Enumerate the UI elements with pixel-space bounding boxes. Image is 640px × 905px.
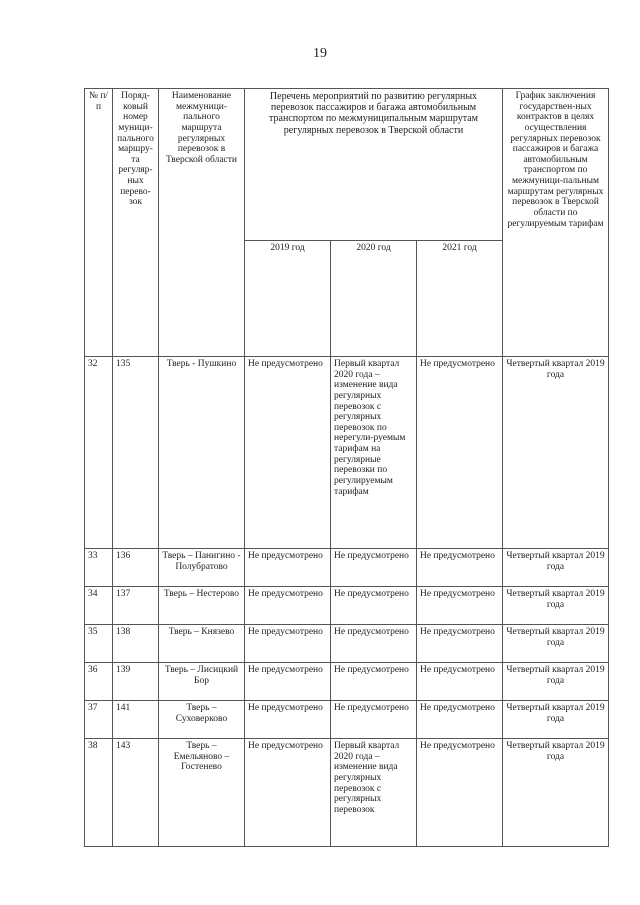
header-row-1 [85, 89, 609, 241]
header-year-2021: 2021 год [417, 241, 503, 357]
row-num: 36 [85, 663, 113, 701]
row-2021: Не предусмотрено [417, 549, 503, 587]
row-2021: Не предусмотрено [417, 739, 503, 847]
row-2020: Не предусмотрено [331, 587, 417, 625]
row-route-number: 137 [113, 587, 159, 625]
row-route-number: 135 [113, 357, 159, 549]
row-2021: Не предусмотрено [417, 357, 503, 549]
row-2021: Не предусмотрено [417, 701, 503, 739]
header-year-2019: 2019 год [245, 241, 331, 357]
row-2020: Не предусмотрено [331, 701, 417, 739]
table-row [85, 663, 609, 701]
row-num: 38 [85, 739, 113, 847]
row-2021: Не предусмотрено [417, 587, 503, 625]
row-route-name: Тверь – Нестерово [159, 587, 245, 625]
row-num: 37 [85, 701, 113, 739]
row-route-name: Тверь – Князево [159, 625, 245, 663]
table-row [85, 357, 609, 549]
row-2019: Не предусмотрено [245, 739, 331, 847]
row-schedule: Четвертый квартал 2019 года [503, 357, 609, 549]
table-row [85, 739, 609, 847]
row-schedule: Четвертый квартал 2019 года [503, 549, 609, 587]
row-route-number: 141 [113, 701, 159, 739]
row-route-number: 139 [113, 663, 159, 701]
row-schedule: Четвертый квартал 2019 года [503, 663, 609, 701]
page-number: 19 [313, 46, 327, 61]
row-2021: Не предусмотрено [417, 625, 503, 663]
row-num: 35 [85, 625, 113, 663]
header-route-name: Наименование межмуници-пального маршрута регулярных перевозок в Тверской области [159, 89, 245, 357]
row-2020: Не предусмотрено [331, 663, 417, 701]
row-2019: Не предусмотрено [245, 357, 331, 549]
row-num: 32 [85, 357, 113, 549]
table-row [85, 701, 609, 739]
row-route-name: Тверь – Лисицкий Бор [159, 663, 245, 701]
row-route-name: Тверь – Емельяново – Гостенево [159, 739, 245, 847]
table-row [85, 587, 609, 625]
row-route-number: 138 [113, 625, 159, 663]
row-route-name: Тверь - Пушкино [159, 357, 245, 549]
row-2021: Не предусмотрено [417, 663, 503, 701]
row-2020: Не предусмотрено [331, 549, 417, 587]
row-2019: Не предусмотрено [245, 701, 331, 739]
row-schedule: Четвертый квартал 2019 года [503, 701, 609, 739]
row-route-number: 136 [113, 549, 159, 587]
row-schedule: Четвертый квартал 2019 года [503, 587, 609, 625]
header-year-2020: 2020 год [331, 241, 417, 357]
row-2020: Первый квартал 2020 года – изменение вида регулярных перевозок с регулярных перевозок [331, 739, 417, 847]
table-row [85, 625, 609, 663]
header-events: Перечень мероприятий по развитию регулярных перевозок пассажиров и багажа автомобильным транспортом по межмуниципальным маршрутам регулярных перевозок в Тверской области [245, 89, 503, 241]
row-2019: Не предусмотрено [245, 549, 331, 587]
row-2019: Не предусмотрено [245, 625, 331, 663]
row-2019: Не предусмотрено [245, 587, 331, 625]
row-route-number: 143 [113, 739, 159, 847]
table-row [85, 549, 609, 587]
row-2020: Не предусмотрено [331, 625, 417, 663]
row-num: 33 [85, 549, 113, 587]
row-schedule: Четвертый квартал 2019 года [503, 625, 609, 663]
row-route-name: Тверь – Панигино - Полубратово [159, 549, 245, 587]
routes-table [84, 88, 609, 847]
header-schedule: График заключения государствен-ных контрактов в целях осуществления регулярных перевозок пассажиров и багажа автомобильным транспортом по межмуници-пальным маршрутам регулярных перевозок в Тверской области по регулируемым тарифам [503, 89, 609, 357]
header-num: № п/п [85, 89, 113, 357]
row-2020: Первый квартал 2020 года – изменение вида регулярных перевозок с регулярных перевозок по нерегули-руемым тарифам на регулярные перевозки по регулируемым тарифам [331, 357, 417, 549]
row-schedule: Четвертый квартал 2019 года [503, 739, 609, 847]
row-route-name: Тверь – Суховерково [159, 701, 245, 739]
row-num: 34 [85, 587, 113, 625]
header-route-number: Поряд-ковый номер муници-пального маршру-та регуляр-ных перево-зок [113, 89, 159, 357]
row-2019: Не предусмотрено [245, 663, 331, 701]
